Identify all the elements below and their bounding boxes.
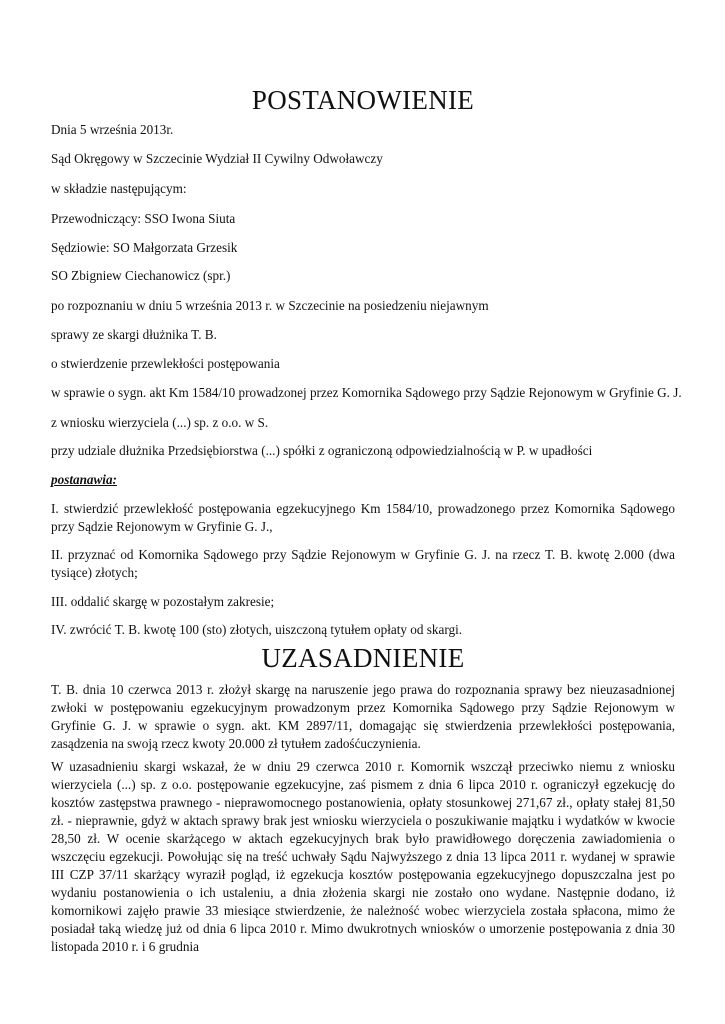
- judges-line: Sędziowie: SO Małgorzata Grzesik: [51, 240, 238, 255]
- chair-line: Przewodniczący: SSO Iwona Siuta: [51, 211, 236, 226]
- hearing-line: po rozpoznaniu w dniu 5 września 2013 r. w Szczecinie na posiedzeniu niejawnym: [51, 298, 489, 313]
- ruling-label: postanawia:: [51, 472, 117, 487]
- justification-paragraph-1: T. B. dnia 10 czerwca 2013 r. złożył skargę na naruszenie jego prawa do rozpoznania sprawy bez nieuzasadnionej zwłoki w postępowaniu egzekucyjnym prowadzonym przez Komornika Sądowego przy Sądzie Rejonowym w Gryfinie G. J. w sprawie o sygn. akt. KM 2897/11, domagając się stwierdzenia przewlekłości postępowania, zasądzenia na swoją rzecz kwoty 20.000 zł tytułem zadośćuczynienia.: [51, 682, 675, 751]
- justification-paragraph-2: W uzasadnieniu skargi wskazał, że w dniu 29 czerwca 2010 r. Komornik wszczął przeciwko niemu z wniosku wierzyciela (...) sp. z o.o. postępowanie egzekucyjne, zaś pismem z dnia 6 lipca 2010 r. ograniczył egzekucję do kosztów zastępstwa prawnego - nieprawomocnego postanowienia, opłaty stosunkowej 271,67 zł., opłaty stałej 81,50 zł. - nieprawnie, gdyż w aktach sprawy brak jest wniosku wierzyciela o poszukiwanie majątku i wydatków w kwocie 28,50 zł. W ocenie skarżącego w aktach egzekucyjnych brak było prawidłowego doręczenia zawiadomienia o wszczęciu egzekucji. Powołując się na treść uchwały Sądu Najwyższego z dnia 13 lipca 2011 r. wydanej w sprawie III CZP 37/11 skarżący wyraził pogląd, iż egzekucja kosztów postępowania egzekucyjnego dopuszczalna jest po wydaniu postanowienia o ich ustaleniu, a dnia złożenia skargi nie zostało ono wydane. Następnie dodano, iż komornikowi zajęło prawie 33 miesiące stwierdzenie, że należność wobec wierzyciela została spłacona, mimo że posiadał taką wiedzę już od dnia 6 lipca 2010 r. Mimo dwukrotnych wniosków o umorzenie postępowania z dnia 30 listopada 2010 r. i 6 grudnia: [51, 759, 675, 954]
- ruling-item-4: IV. zwrócić T. B. kwotę 100 (sto) złotych, uiszczoną tytułem opłaty od skargi.: [51, 622, 463, 637]
- participation-line: przy udziale dłużnika Przedsiębiorstwa (...) spółki z ograniczoną odpowiedzialnością w P. w upadłości: [51, 443, 593, 458]
- justification-title: UZASADNIENIE: [261, 643, 465, 673]
- date-line: Dnia 5 września 2013r.: [51, 122, 174, 137]
- composition-line: w składzie następującym:: [51, 181, 187, 196]
- ruling-item-3: III. oddalić skargę w pozostałym zakresie;: [51, 594, 275, 609]
- complaint-line: sprawy ze skargi dłużnika T. B.: [51, 327, 217, 342]
- subject-line: o stwierdzenie przewlekłości postępowania: [51, 356, 280, 371]
- document-title: POSTANOWIENIE: [251, 85, 475, 115]
- ruling-item-2: II. przyznać od Komornika Sądowego przy Sądzie Rejonowym w Gryfinie G. J. na rzecz T. B. kwotę 2.000 (dwa tysiące) złotych;: [51, 547, 675, 580]
- court-line: Sąd Okręgowy w Szczecinie Wydział II Cywilny Odwoławczy: [51, 151, 383, 166]
- motion-line: z wniosku wierzyciela (...) sp. z o.o. w S.: [51, 415, 269, 430]
- case-ref-line: w sprawie o sygn. akt Km 1584/10 prowadzonej przez Komornika Sądowego przy Sądzie Rejonowym w Gryfinie G. J.: [51, 385, 682, 400]
- ruling-item-1: I. stwierdzić przewlekłość postępowania egzekucyjnego Km 1584/10, prowadzonego przez Komornika Sądowego przy Sądzie Rejonowym w Gryfinie G. J.,: [51, 501, 675, 534]
- judge2-line: SO Zbigniew Ciechanowicz (spr.): [51, 268, 231, 283]
